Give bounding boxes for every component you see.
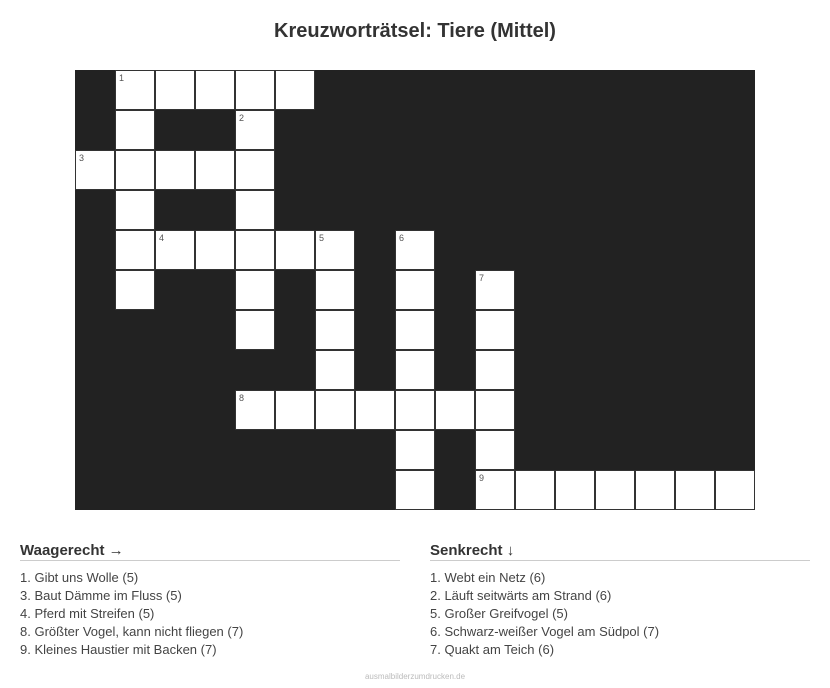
grid-cell[interactable] [155,150,195,190]
clue-down: 5. Großer Greifvogel (5) [430,606,568,621]
clue-number: 3 [79,153,85,163]
grid-cell[interactable] [315,270,355,310]
grid-cell[interactable] [235,190,275,230]
grid-cell[interactable] [395,230,435,270]
grid-cell[interactable] [155,230,195,270]
grid-cell[interactable] [195,230,235,270]
clue-down: 2. Läuft seitwärts am Strand (6) [430,588,612,603]
grid-cell[interactable] [595,470,635,510]
page-title: Kreuzworträtsel: Tiere (Mittel) [274,20,556,42]
grid-cell[interactable] [115,270,155,310]
grid-cell[interactable] [315,230,355,270]
grid-cell[interactable] [475,390,515,430]
grid-cell[interactable] [475,310,515,350]
down-heading: Senkrecht ↓ [430,542,810,561]
clue-number: 9 [479,473,485,483]
grid-cell[interactable] [315,350,355,390]
grid-cell[interactable] [115,190,155,230]
across-clues [20,542,400,659]
grid-cell[interactable] [115,150,155,190]
clue-number: 6 [399,233,405,243]
crossword-grid [75,70,755,510]
clue-number: 4 [159,233,165,243]
grid-cell[interactable] [275,390,315,430]
grid-cell[interactable] [395,350,435,390]
grid-cell[interactable] [275,230,315,270]
grid-cell[interactable] [395,310,435,350]
clue-number: 8 [239,393,245,403]
grid-cell[interactable] [235,70,275,110]
clue-across: 9. Kleines Haustier mit Backen (7) [20,642,217,657]
grid-cell[interactable] [435,390,475,430]
grid-cell[interactable] [235,270,275,310]
grid-cell[interactable] [275,70,315,110]
clue-across: 8. Größter Vogel, kann nicht fliegen (7) [20,624,244,639]
clue-number: 2 [239,113,245,123]
clue-number: 5 [319,233,325,243]
clue-down: 6. Schwarz-weißer Vogel am Südpol (7) [430,624,660,639]
grid-cell[interactable] [195,150,235,190]
clue-across: 4. Pferd mit Streifen (5) [20,606,155,621]
grid-cell[interactable] [715,470,755,510]
grid-cell[interactable] [515,470,555,510]
grid-cell[interactable] [395,430,435,470]
grid-cell[interactable] [395,390,435,430]
grid-cell[interactable] [475,470,515,510]
across-heading: Waagerecht → [20,542,400,561]
across-clue-list [20,569,400,659]
grid-cell[interactable] [115,110,155,150]
grid-cell[interactable] [675,470,715,510]
clue-across: 1. Gibt uns Wolle (5) [20,570,139,585]
grid-cell[interactable] [195,70,235,110]
grid-cell[interactable] [115,230,155,270]
clue-number: 1 [119,73,125,83]
grid-cell[interactable] [315,310,355,350]
grid-cell[interactable] [235,150,275,190]
grid-cell[interactable] [315,390,355,430]
grid-cell[interactable] [395,270,435,310]
grid-cell[interactable] [235,230,275,270]
grid-cell[interactable] [475,270,515,310]
grid-cell[interactable] [355,390,395,430]
clue-down: 7. Quakt am Teich (6) [430,642,555,657]
grid-cell[interactable] [635,470,675,510]
grid-cell[interactable] [235,390,275,430]
grid-cell[interactable] [235,110,275,150]
footer-credit: ausmalbilderzumdrucken.de [364,672,466,681]
down-clue-list [430,569,810,659]
grid-cell[interactable] [75,150,115,190]
down-clues [430,542,810,659]
grid-cell[interactable] [155,70,195,110]
clue-number: 7 [479,273,485,283]
grid-cell[interactable] [235,310,275,350]
grid-cell[interactable] [475,350,515,390]
grid-cell[interactable] [475,430,515,470]
clue-across: 3. Baut Dämme im Fluss (5) [20,588,182,603]
grid-cell[interactable] [555,470,595,510]
grid-cell[interactable] [395,470,435,510]
grid-cell[interactable] [115,70,155,110]
clue-down: 1. Webt ein Netz (6) [430,570,546,585]
